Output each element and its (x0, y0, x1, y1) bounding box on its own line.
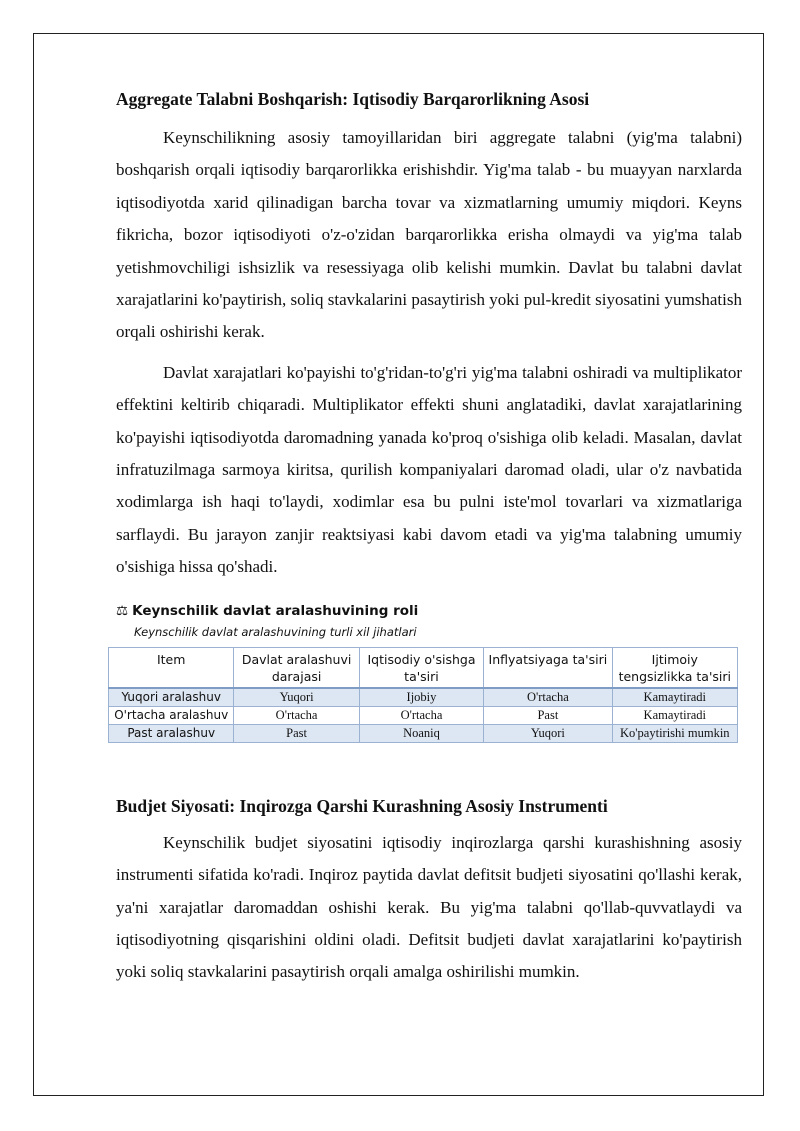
table-cell: Ko'paytirishi mumkin (612, 724, 737, 742)
table-cell: Past (484, 706, 612, 724)
scale-icon: ⚖ (116, 602, 129, 619)
column-header: Ijtimoiy tengsizlikka ta'siri (612, 647, 737, 688)
column-header: Item (109, 647, 234, 688)
table-row (109, 706, 738, 724)
row-label: Yuqori aralashuv (109, 688, 234, 707)
table-cell: Past (234, 724, 359, 742)
table-cell: Yuqori (234, 688, 359, 707)
column-header: Davlat aralashuvi darajasi (234, 647, 359, 688)
table-cell: O'rtacha (359, 706, 483, 724)
table-cell: O'rtacha (484, 688, 612, 707)
table-cell: O'rtacha (234, 706, 359, 724)
paragraph: Davlat xarajatlari ko'payishi to'g'ridan-to'g'ri yig'ma talabni oshiradi va multiplikator effektini keltirib chiqaradi. Multiplikator effekti shuni anglatadiki, davlat xarajatlarining ko'payishi iqtisodiyotda daromadning yanada ko'proq o'sishiga olib keladi. Masalan, davlat infratuzilmaga sarmoya kiritsa, qurilish kompaniyalari daromad oladi, ular o'z navbatida xodimlarga ish haqi to'laydi, xodimlar esa bu pulni iste'mol tovarlari va xizmatlariga sarflaydi. Bu jarayon zanjir reaktsiyasi kabi davom etadi va yig'ma talabning umumiy o'sishiga hissa qo'shadi. (116, 362, 742, 577)
document-body (116, 84, 742, 989)
table-cell: Kamaytiradi (612, 688, 737, 707)
table-cell: Ijobiy (359, 688, 483, 707)
section-heading-aggregate-demand: Aggregate Talabni Boshqarish: Iqtisodiy Barqarorlikning Asosi (116, 89, 590, 109)
row-label: Past aralashuv (109, 724, 234, 742)
table-cell: Kamaytiradi (612, 706, 737, 724)
paragraph: Keynschilik budjet siyosatini iqtisodiy inqirozlarga qarshi kurashishning asosiy instrumenti sifatida ko'radi. Inqiroz paytida davlat defitsit budjeti siyosatini qo'llashi kerak, ya'ni xarajatlar daromaddan oshishi kerak. Bu yig'ma talabni qo'llab-quvvatlaydi va iqtisodiyotning qisqarishini oldini oladi. Defitsit budjeti davlat xarajatlarini ko'paytirish yoki soliq stavkalarini pasaytirish orqali amalga oshirilishi mumkin. (116, 832, 742, 982)
table-title: Keynschilik davlat aralashuvining roli (132, 602, 419, 619)
table-caption (116, 601, 742, 621)
table-row (109, 724, 738, 742)
table-row (109, 688, 738, 707)
table-cell: Yuqori (484, 724, 612, 742)
section-heading-budget-policy: Budjet Siyosati: Inqirozga Qarshi Kurashning Asosiy Instrumenti (116, 795, 608, 816)
column-header: Inflyatsiyaga ta'siri (484, 647, 612, 688)
intervention-table (108, 647, 738, 743)
paragraph: Keynschilikning asosiy tamoyillaridan biri aggregate talabni (yig'ma talabni) boshqarish orqali iqtisodiy barqarorlikka erishishdir. Yig'ma talab - bu muayyan narxlarda iqtisodiyotda xarid qilinadigan barcha tovar va xizmatlarning umumiy miqdori. Keyns fikricha, bozor iqtisodiyoti o'z-o'zidan barqarorlikka erisha olmaydi va yig'ma talab yetishmovchiligi ishsizlik va resessiyaga olib kelishi mumkin. Davlat bu talabni davlat xarajatlarini ko'paytirish, soliq stavkalarini pasaytirish yoki pul-kredit siyosatini yumshatish orqali oshirishi kerak. (116, 128, 742, 342)
table-subtitle: Keynschilik davlat aralashuvining turli xil jihatlari (134, 624, 417, 639)
row-label: O'rtacha aralashuv (109, 706, 234, 724)
table-cell: Noaniq (359, 724, 483, 742)
table-header-row (109, 647, 738, 688)
column-header: Iqtisodiy o'sishga ta'siri (359, 647, 483, 688)
